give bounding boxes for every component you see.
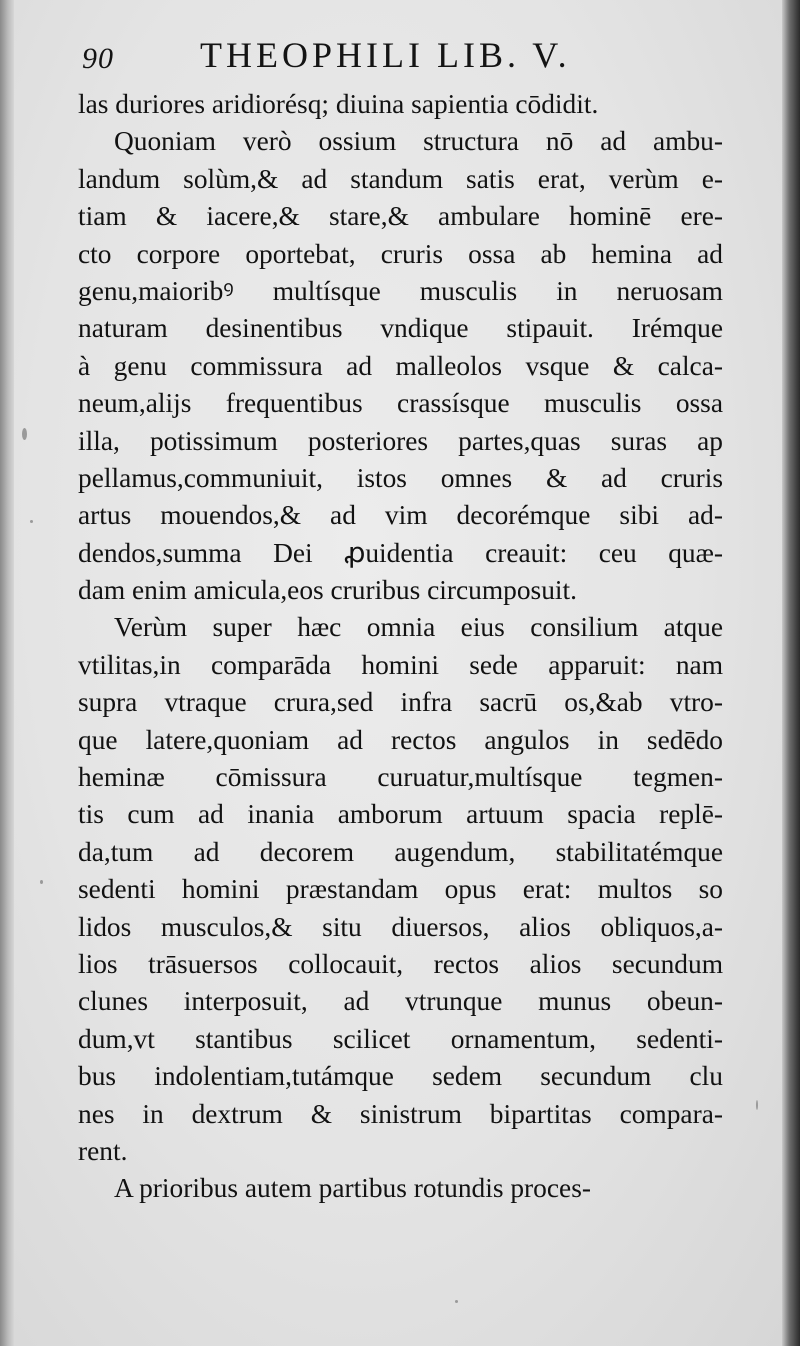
text-line: Quoniam verò ossium structura nō ad ambu- — [114, 126, 723, 157]
body-text — [78, 86, 723, 1208]
text-line: artus mouendos,& ad vim decorémque sibi ad- — [78, 500, 723, 531]
text-line: A prioribus autem partibus rotundis proces- — [114, 1173, 591, 1204]
text-line: dum,vt stantibus scilicet ornamentum, sedenti- — [78, 1023, 723, 1054]
page-number: 90 — [82, 42, 114, 75]
text-line: vtilitas,in comparāda homini sede apparuit: nam — [78, 649, 723, 680]
text-line: lios trāsuersos collocauit, rectos alios secundum — [78, 948, 723, 979]
paper-speck — [30, 520, 33, 523]
text-line: dam enim amicula,eos cruribus circumposuit. — [78, 575, 577, 606]
paper-speck — [455, 1300, 458, 1303]
text-line: dendos,summa Dei ꝓuidentia creauit: ceu quæ- — [78, 537, 723, 568]
paper-speck — [22, 428, 27, 440]
text-line: heminæ cōmissura curuatur,multísque tegmen- — [78, 762, 723, 793]
text-line: sedenti homini præstandam opus erat: multos so — [78, 874, 723, 905]
text-line: nes in dextrum & sinistrum bipartitas compara- — [78, 1098, 723, 1129]
text-line: genu,maioribꝰ multísque musculis in neruosam — [78, 275, 723, 306]
text-line: illa, potissimum posteriores partes,quas suras ap — [78, 425, 723, 456]
text-line: bus indolentiam,tutámque sedem secundum clu — [78, 1061, 723, 1092]
running-title: THEOPHILI LIB. V. — [200, 35, 571, 75]
text-line: clunes interposuit, ad vtrunque munus obeun- — [78, 986, 723, 1017]
page-header — [82, 34, 742, 84]
text-line: tiam & iacere,& stare,& ambulare hominē ere- — [78, 201, 723, 232]
text-line: rent. — [78, 1135, 128, 1166]
text-line: da,tum ad decorem augendum, stabilitatémque — [78, 836, 723, 867]
text-line: neum,alijs frequentibus crassísque musculis ossa — [78, 388, 723, 419]
text-line: lidos musculos,& situ diuersos, alios obliquos,a- — [78, 911, 723, 942]
text-line: tis cum ad inania amborum artuum spacia replē- — [78, 799, 723, 830]
text-line: las duriores aridiorésq; diuina sapientia cōdidit. — [78, 89, 599, 119]
paper-speck — [40, 880, 43, 884]
paper-speck — [756, 1100, 758, 1110]
text-line: landum solùm,& ad standum satis erat, verùm e- — [78, 163, 723, 194]
text-line: que latere,quoniam ad rectos angulos in sedēdo — [78, 724, 723, 755]
page-gutter-shadow — [0, 0, 14, 1346]
text-line: pellamus,communiuit, istos omnes & ad cruris — [78, 462, 723, 493]
text-line: naturam desinentibus vndique stipauit. Irémque — [78, 313, 723, 344]
page-edge-shadow — [782, 0, 800, 1346]
text-line: Verùm super hæc omnia eius consilium atque — [114, 612, 723, 643]
text-line: à genu commissura ad malleolos vsque & calca- — [78, 350, 723, 381]
text-line: supra vtraque crura,sed infra sacrū os,&ab vtro- — [78, 687, 723, 718]
text-line: cto corpore oportebat, cruris ossa ab hemina ad — [78, 238, 723, 269]
